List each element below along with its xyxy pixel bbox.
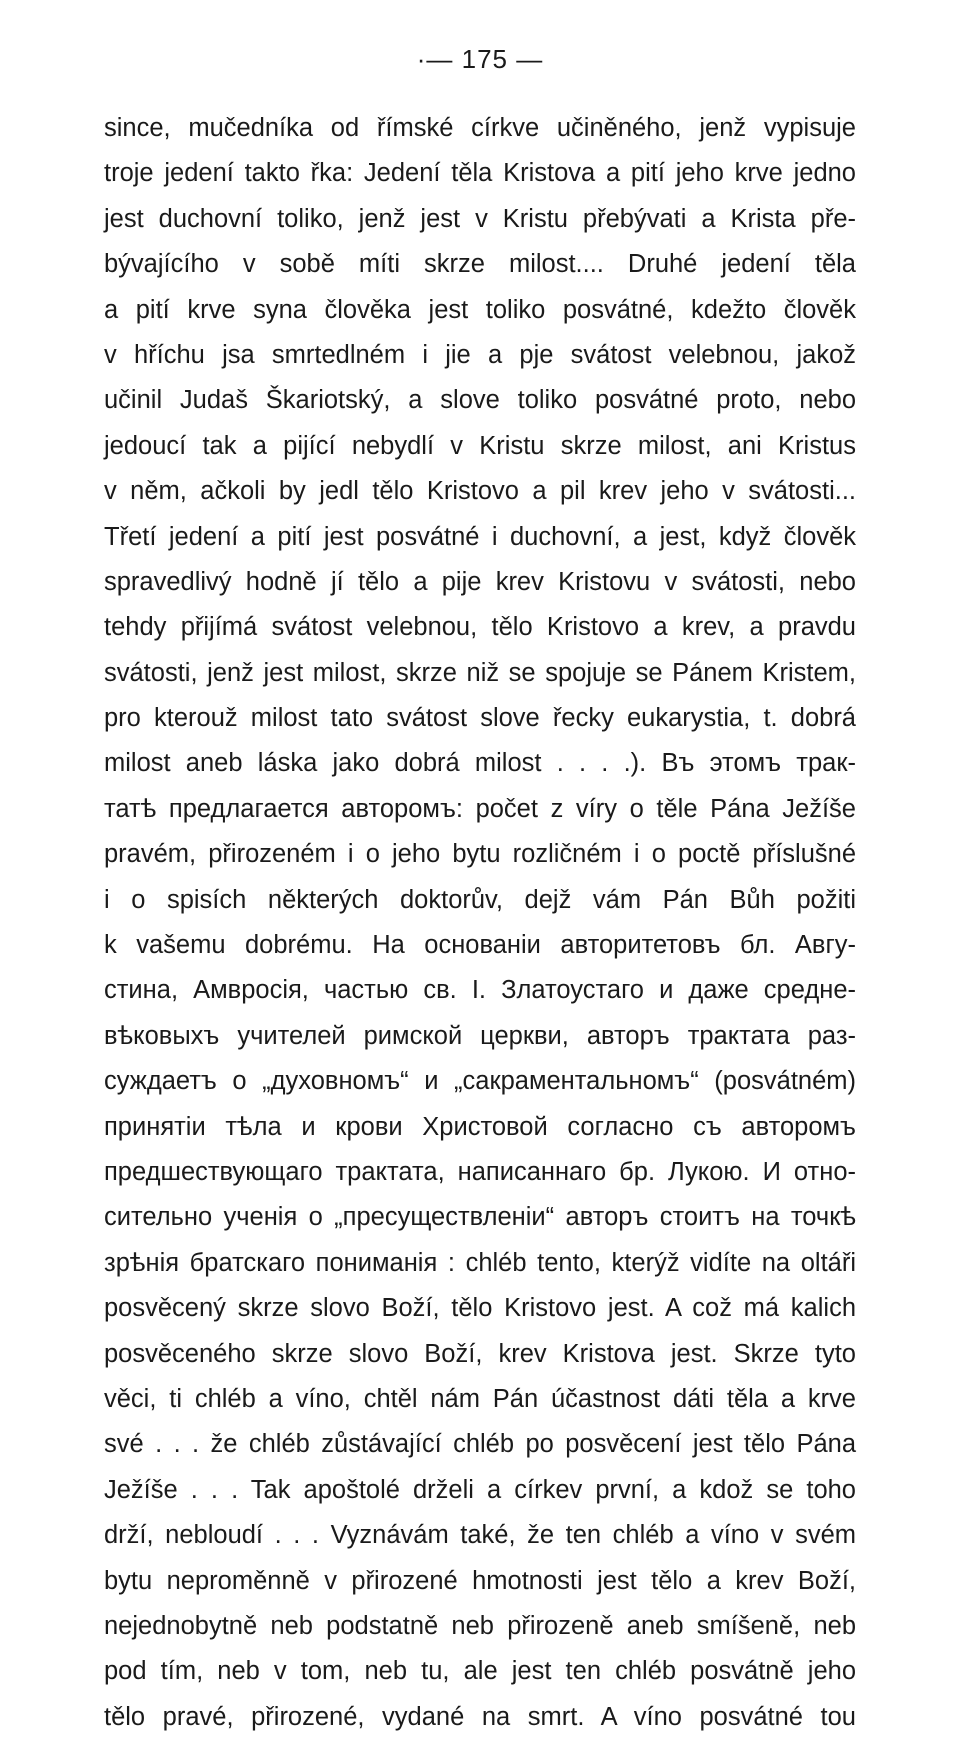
text-line: вѣковыхъ учителей римской церкви, авторъ трактата раз-: [104, 1021, 856, 1050]
page-number: ·— 175 —: [416, 44, 544, 74]
text-line: i o spisích některých doktorův, dejž vám Pán Bůh požiti: [104, 885, 856, 914]
text-line: učinil Judaš Škariotský, a slove toliko posvátné proto, nebo: [104, 386, 856, 415]
text-line: jedoucí tak a pijící nebydlí v Kristu skrze milost, ani Kristus: [104, 431, 856, 460]
text-line: věci, ti chléb a víno, chtěl nám Pán účastnost dáti těla a krve: [104, 1384, 856, 1413]
text-line: pro kterouž milost tato svátost slove řecky eukarystia, t. dobrá: [104, 704, 856, 733]
text-line: tehdy přijímá svátost velebnou, tělo Kristovo a krev, a pravdu: [104, 613, 856, 642]
text-line: bytu neproměnně v přirozené hmotnosti jest tělo a krev Boží,: [104, 1566, 856, 1595]
text-line: k vašemu dobrému. На основаніи авторитетовъ бл. Авгу-: [104, 931, 856, 960]
text-line: Ježíše . . . Tak apoštolé drželi a církev první, a kdož se toho: [104, 1475, 856, 1504]
text-line: v hříchu jsa smrtedlném i jie a pje svátost velebnou, jakož: [104, 340, 856, 369]
text-line: milost aneb láska jako dobrá milost . . . .). Въ этомъ трак-: [104, 749, 856, 778]
text-line: spravedlivý hodně jí tělo a pije krev Kristovu v svátosti, nebo: [104, 567, 856, 596]
text-line: since, mučedníka od římské církve učiněného, jenž vypisuje: [104, 114, 856, 142]
text-line: v něm, ačkoli by jedl tělo Kristovo a pil krev jeho v svátosti...: [104, 477, 856, 506]
text-line: предшествующаго трактата, написаннаго бр. Лукою. И отно-: [104, 1157, 856, 1186]
text-line: татѣ предлагается авторомъ: počet z víry o těle Pána Ježíše: [104, 794, 856, 823]
text-line: a pití krve syna člověka jest toliko posvátné, kdežto člověk: [104, 295, 856, 324]
text-line: troje jedení takto řka: Jedení těla Kristova a pití jeho krve jedno: [104, 159, 856, 188]
text-line: суждаетъ о „духовномъ“ и „сакраментальномъ“ (posvátném): [104, 1067, 856, 1096]
text-line: svátosti, jenž jest milost, skrze niž se spojuje se Pánem Kristem,: [104, 658, 856, 687]
text-line: drží, nebloudí . . . Vyznávám také, že ten chléb a víno v svém: [104, 1521, 856, 1550]
text-line: стина, Амвросія, частью св. І. Златоустаго и даже средне-: [104, 976, 856, 1005]
text-line: posvěceného skrze slovo Boží, krev Kristova jest. Skrze tyto: [104, 1339, 856, 1368]
text-line: сительно ученія о „пресуществленіи“ авторъ стоитъ на точкѣ: [104, 1203, 856, 1232]
text-line: зрѣнія братскаго пониманія : chléb tento, kterýž vidíte na oltáři: [104, 1248, 856, 1277]
text-line: Třetí jedení a pití jest posvátné i duchovní, a jest, když člověk: [104, 522, 856, 551]
text-line: pravém, přirozeném i o jeho bytu rozličném i o poctě příslušné: [104, 840, 856, 869]
text-line: jest duchovní toliko, jenž jest v Kristu přebývati a Krista pře-: [104, 204, 856, 233]
text-line: posvěcený skrze slovo Boží, tělo Kristovo jest. A což má kalich: [104, 1294, 856, 1323]
text-line: nejednobytně neb podstatně neb přirozeně aneb smíšeně, neb: [104, 1611, 856, 1640]
text-line: tělo pravé, přirozené, vydané na smrt. A víno posvátné tou: [104, 1702, 856, 1731]
text-line: pod tím, neb v tom, neb tu, ale jest ten chléb posvátně jeho: [104, 1657, 856, 1686]
body-text: [104, 106, 856, 1740]
text-line: принятіи тѣла и крови Христовой согласно съ авторомъ: [104, 1112, 856, 1141]
text-line: bývajícího v sobě míti skrze milost.... Druhé jedení těla: [104, 250, 856, 279]
text-line: své . . . že chléb zůstávající chléb po posvěcení jest tělo Pána: [104, 1430, 856, 1459]
